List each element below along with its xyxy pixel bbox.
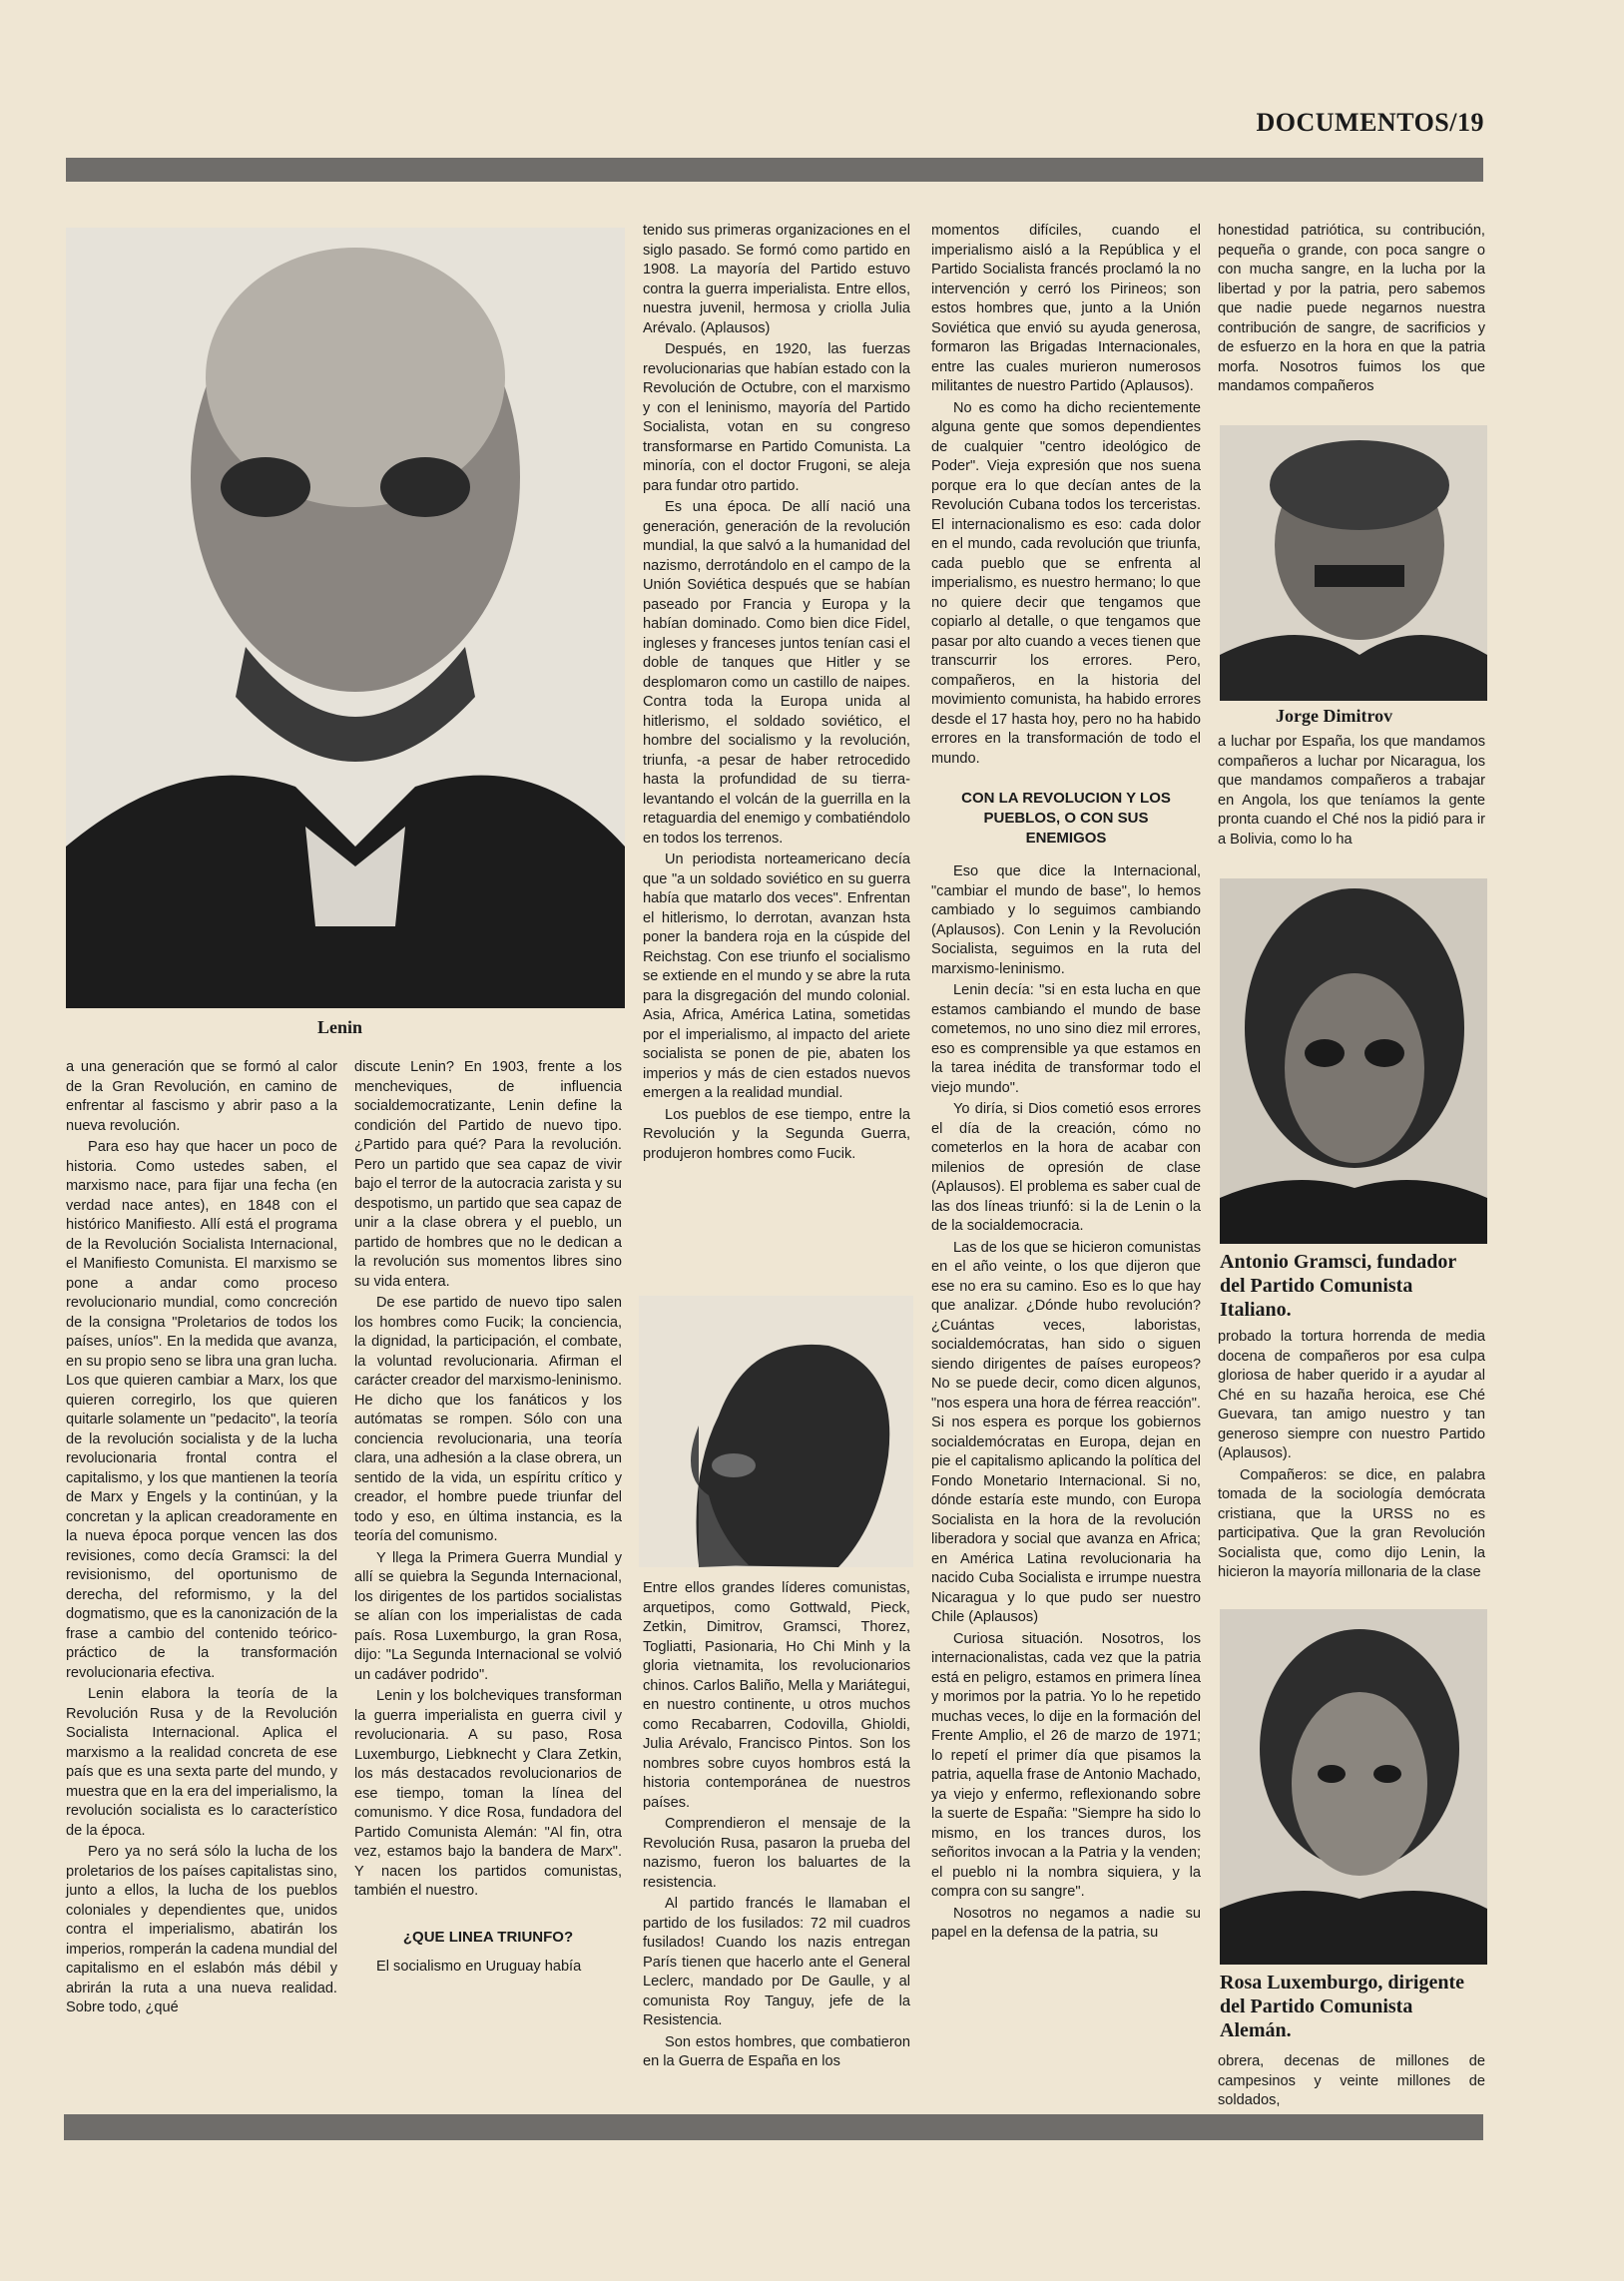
subheading: ¿QUE LINEA TRIUNFO? [402, 1928, 574, 1946]
column-5-mid [1218, 733, 1485, 852]
gramsci-caption: Antonio Gramsci, fundador del Partido Comunista Italiano. [1220, 1251, 1456, 1321]
paragraph: probado la tortura horrenda de media docena de compañeros por esa culpa gloriosa de haber querido ir a ayudar al Ché en su hazaña heroica, ese Ché Guevara, tan amigo nuestro y tan generoso siempre con nuestro Partido (Aplausos). [1218, 1329, 1485, 1461]
column-3 [643, 222, 910, 1166]
paragraph: Yo diría, si Dios cometió esos errores el día de la creación, cómo no cometerlos en la hora de acabar con milenios de opresión de clase (Aplausos). El problema es saber cual de las dos líneas triunfó: si la de Lenin o la de la socialdemocracia. [931, 1101, 1201, 1234]
top-rule [66, 158, 1483, 182]
gramsci-photo [1220, 878, 1487, 1244]
paragraph: Las de los que se hicieron comunistas en el año veinte, o los que dijeron que ese no era su camino. Eso es lo que hay que analizar. ¿Dónde hubo revolución? ¿Cuántas veces, laboristas, socialdemócratas, han sido o siguen siendo dirigentes de países europeos? No se puede decir, como dicen algunos, "nos espera una hora de férrea reacción". Si nos espera es porque los gobiernos socialdemócratas en Europa, dejan en pie el capitalismo aplicando la política del Fondo Monetario Internacional. Si no, dónde estaría este mundo, con Europa Socialista en la hora de la revolución liberadora y social que avanza en Africa; en América Latina revolucionaria ha nacido Cuba Socialista e irrumpe nuestra Nicaragua y lo que pudo ser nuestro Chile (Aplausos) [931, 1239, 1201, 1625]
lenin-caption: Lenin [317, 1017, 363, 1037]
paragraph: Para eso hay que hacer un poco de historia. Como ustedes saben, el marxismo nace, para fijar una fecha (en verdad nace antes), en 1848 con el histórico Manifiesto. Allí está el programa de la Revolución Socialista Internacional, el Manifiesto Comunista. El marxismo se pone a andar como proceso revolucionario mundial, como concreción de la consigna "Proletarios de todos los países, uníos". En la medida que avanza, en su propio seno se libra una gran lucha. Los que quieren cambiar a Marx, los que quieren corregirlo, los que quieren quitarle solamente un "pedacito", la teoría de la revolución socialista y de la lucha revolucionaria frontal contra el capitalismo, y los que mantienen la teoría de Marx y Engels y la continúan, y la concretan y la aplican creadoramente en la nueva época porque vencen las dos revisiones, como decía Gramsci: la del revisionismo, del oportunismo de derecha, del reformismo, y la del dogmatismo, que es la canonización de la frase a cambio del contenido teórico-práctico de la transformación revolucionaria efectiva. [66, 1139, 337, 1681]
paragraph: Después, en 1920, las fuerzas revolucionarias que habían estado con la Revolución de Octubre, con el marxismo y con el leninismo, mayoría del Partido Socialista, votan en su congreso transformarse en Partido Comunista. La minoría, con el doctor Frugoni, se aleja para fundar otro partido. [643, 341, 910, 494]
paragraph: El socialismo en Uruguay había [376, 1958, 582, 1975]
column-5-bottom [1218, 2052, 1485, 2113]
column-2 [354, 1058, 622, 1979]
bottom-rule [64, 2114, 1483, 2140]
paragraph: Comprendieron el mensaje de la Revolución Rusa, pasaron la prueba del nazismo, fueron los baluartes de la resistencia. [643, 1816, 910, 1891]
paragraph: Es una época. De allí nació una generación, generación de la revolución mundial, la que salvó a la humanidad del nazismo, derrotándolo en el campo de la Unión Soviética después que se habían paseado por Francia y Europa y la habían dominado. Como bien dice Fidel, ingleses y franceses juntos tenían casi el doble de tanques que Hitler y se desplomaron como un castillo de naipes. Contra toda la Europa unida al hitlerismo, el soldado soviético, el hombre del socialismo y la revolución, triunfa, -a pesar de haber retrocedido hasta la profundidad de su tierra- levantando el volcán de la guerrilla en la retaguardia del enemigo y combatiéndolo en todos los terrenos. [643, 499, 910, 847]
paragraph: obrera, decenas de millones de campesinos y veinte millones de soldados, [1218, 2053, 1485, 2108]
paragraph: Lenin decía: "si en esta lucha en que estamos cambiando el mundo de base cometemos, no uno sino diez mil errores, eso es comprensible ya que estamos en la tarea inédita de transformar todo el viejo mundo". [931, 982, 1201, 1096]
paragraph: Lenin y los bolcheviques transforman la guerra imperialista en guerra civil y revolucionaria. A su paso, Rosa Luxemburgo, Liebknecht y Clara Zetkin, los más destacados revolucionarios de ese tiempo, toman la línea del comunismo. Y dice Rosa, fundadora del Partido Comunista Alemán: "Al fin, otra vez, estamos bajo la bandera de Marx". Y nacen los partidos comunistas, también el nuestro. [354, 1688, 622, 1899]
paragraph: Los pueblos de ese tiempo, entre la Revolución y la Segunda Guerra, produjeron hombres como Fucik. [643, 1106, 910, 1162]
paragraph: Son estos hombres, que combatieron en la Guerra de España en los [643, 2033, 910, 2069]
paragraph: De ese partido de nuevo tipo salen los hombres como Fucik; la conciencia, la dignidad, la participación, el combate, la voluntad revolucionaria. Afirman el carácter creador del marxismo-leninismo. He dicho que los fanáticos y los autómatas se rompen. Sólo con una conciencia revolucionaria, una teoría clara, una adhesión a la clase obrera, un sentido de la vida, un espíritu crítico y creador, el hombre puede triunfar del todo y eso, en última instancia, es la teoría del comunismo. [354, 1295, 622, 1544]
paragraph: Y llega la Primera Guerra Mundial y allí se quiebra la Segunda Internacional, los dirigentes de los partidos socialistas se alían con los imperialistas de cada país. Rosa Luxemburgo, la gran Rosa, dijo: "La Segunda Internacional se volvió un cadáver podrido". [354, 1549, 622, 1683]
paragraph: Un periodista norteamericano decía que "a un soldado soviético en su guerra había que matarlo dos veces". Enfrentan el hitlerismo, lo derrotan, avanzan hsta poner la bandera roja en la cúspide del Reichstag. Con ese triunfo el socialismo se extiende en el mundo y se abre la ruta para la disgregación del mundo colonial. Asia, Africa, América Latina, sometidas por el imperialismo, al impacto del ariete socialista se ponen de pie, abaten los imperios y más de cien estados nuevos emergen a la realidad mundial. [643, 852, 910, 1101]
fucik-photo [639, 1296, 913, 1567]
paragraph: Compañeros: se dice, en palabra tomada de la sociología demócrata cristiana, que la URSS no es participativa. Que la gran Revolución Socialista que, como dijo Lenin, la hicieron la mayoría millonaria de la clase [1218, 1466, 1485, 1580]
column-5-top [1218, 222, 1485, 399]
paragraph: honestidad patriótica, su contribución, pequeña o grande, con poca sangre o con mucha sangre, en la lucha por la libertad y por la patria, pero sabemos que nadie puede negarnos nuestra contribución de sangre, de sacrificios y de esfuerzo en la hora en que la patria morfa. Nosotros fuimos los que mandamos compañeros [1218, 223, 1485, 394]
paragraph: Entre ellos grandes líderes comunistas, arquetipos, como Gottwald, Pieck, Zetkin, Dimitrov, Gramsci, Thorez, Togliatti, Pasionaria, Ho Chi Minh y la gloria vietnamita, los revolucionarios chinos. Carlos Baliño, Mella y Mariátegui, en nuestro continente, u otros muchos como Recabarren, Codovilla, Ghioldi, Julia Arévalo, Francisco Pintos. Son los nombres sobre cuyos hombros está la historia contemporánea de nuestros países. [643, 1580, 910, 1811]
dimitrov-caption: Jorge Dimitrov [1276, 706, 1393, 726]
column-3-bottom [643, 1579, 910, 2074]
paragraph: a una generación que se formó al calor de la Gran Revolución, en camino de enfrentar al fascismo y abrir paso a la nueva revolución. [66, 1059, 337, 1134]
paragraph: Lenin elabora la teoría de la Revolución Rusa y de la Revolución Socialista Internacional. Aplica el marxismo a la realidad concreta de ese país que es una sexta parte del mundo, y muestra que en la era del imperialismo, la revolución socialista es lo característico de la época. [66, 1686, 337, 1839]
column-5-low [1218, 1328, 1485, 1585]
paragraph: discute Lenin? En 1903, frente a los mencheviques, de influencia socialdemocratizante, Lenin define la condición del Partido de nuevo tipo. ¿Partido para qué? Para la revolución. Pero un partido que sea capaz de vivir bajo el terror de la autocracia zarista y su despotismo, un partido que sea capaz de unir a la clase obrera y el pueblo, un partido de hombres que no le dedican a la revolución sus momentos libres sino su vida entera. [354, 1059, 622, 1290]
paragraph: Curiosa situación. Nosotros, los internacionalistas, cada vez que la patria está en peligro, estamos en primera línea y morimos por la patria. Yo lo he repetido muchas veces, lo dije en la formación del Frente Amplio, el 26 de marzo de 1971; lo repetí el primer día que pisamos la patria, aquella frase de Antonio Machado, ya viejo y enfermo, reflexionando sobre la suerte de España: "Siempre ha sido lo mismo, en los trances duros, los señoritos invocan a la Patria y la venden; el pueblo ni la nombra siquiera, y la compra con su sangre". [931, 1630, 1201, 1900]
lenin-photo [66, 228, 625, 1008]
paragraph: Pero ya no será sólo la lucha de los proletarios de los países capitalistas sino, junto a ellos, la lucha de los pueblos coloniales y dependientes que, unidos contra el imperialismo, abatirán los imperios, romperán la cadena mundial del capitalismo en el eslabón más débil y abrirán la ruta a una nueva realidad. Sobre todo, ¿qué [66, 1844, 337, 2015]
paragraph: No es como ha dicho recientemente alguna gente que somos dependientes de cualquier "centro ideológico de Poder". Vieja expresión que nos suena porque era lo que decían antes de la Revolución Cubana todos los terceristas. El internacionalismo es eso: cada dolor en el mundo, cada revolución que triunfa, cada pueblo que se enfrenta al imperialismo, es nuestro hermano; lo que no quiere decir que tengamos que copiarlo al detalle, o que tengamos que pasar por alto cuando a veces tienen que transcurrir los errores. Pero, compañeros, en la historia del movimiento comunista, ha habido errores desde el 17 hasta hoy, pero no ha habido errores en la transformación de todo el mundo. [931, 399, 1201, 767]
subheading: CON LA REVOLUCION Y LOS PUEBLOS, O CON SUS ENEMIGOS [961, 790, 1171, 847]
rosa-caption: Rosa Luxemburgo, dirigente del Partido Comunista Alemán. [1220, 1972, 1464, 2041]
paragraph: a luchar por España, los que mandamos compañeros a luchar por Nicaragua, los que mandamos compañeros a trabajar en Angola, los que teníamos la gente pronta cuando el Ché nos la pidió para ir a Bolivia, como lo ha [1218, 734, 1485, 848]
page-header: DOCUMENTOS/19 [1256, 108, 1484, 137]
paragraph: Eso que dice la Internacional, "cambiar el mundo de base", lo hemos cambiado y lo seguimos cambiando (Aplausos). Con Lenin y la Revolución Socialista, seguimos en la ruta del marxismo-leninismo. [931, 863, 1201, 977]
paragraph: tenido sus primeras organizaciones en el siglo pasado. Se formó como partido en 1908. La mayoría del Partido estuvo contra la guerra imperialista. Entre ellos, nuestra juvenil, hermosa y criolla Julia Arévalo. (Aplausos) [643, 223, 910, 336]
column-1 [66, 1058, 337, 2020]
dimitrov-photo [1220, 425, 1487, 701]
paragraph: Nosotros no negamos a nadie su papel en la defensa de la patria, su [931, 1905, 1201, 1941]
paragraph: momentos difíciles, cuando el imperialismo aisló a la República y el Partido Socialista francés proclamó la no intervención y cerró los Pirineos; son estos hombres que, junto a la Unión Soviética que envió su ayuda generosa, formaron las Brigadas Internacionales, entre las cuales murieron numerosos militantes de nuestro Partido (Aplausos). [931, 223, 1201, 394]
column-4 [931, 222, 1201, 1946]
paragraph: Al partido francés le llamaban el partido de los fusilados: 72 mil cuadros fusilados! Cuando los nazis entregan París tienen que hacerlo ante el General Leclerc, mandado por De Gaulle, y al comunista Roy Tanguy, jefe de la Resistencia. [643, 1896, 910, 2028]
rosa-luxemburgo-photo [1220, 1609, 1487, 1965]
